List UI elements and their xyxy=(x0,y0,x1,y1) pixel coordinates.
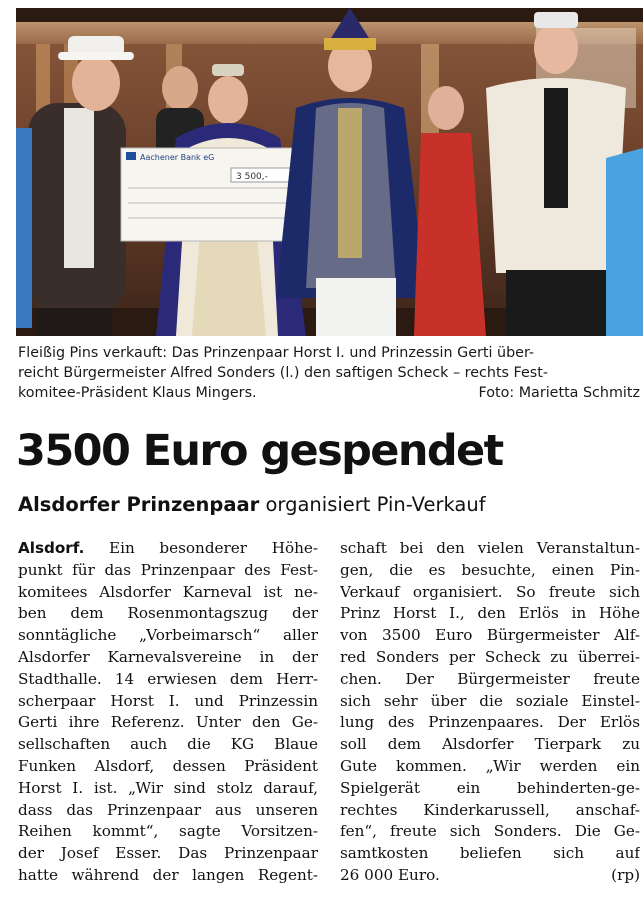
article-line: hatte während der langen Regent- xyxy=(18,865,318,884)
article-last-line xyxy=(340,865,640,887)
article-line: Reihen kommt“, sagte Vorsitzen- xyxy=(18,822,318,841)
headline: 3500 Euro gespendet xyxy=(16,426,503,476)
cheque-amount-text: 3 500,- xyxy=(236,172,268,182)
article-line: 26 000 Euro. xyxy=(340,865,440,884)
article-line: punkt für das Prinzenpaar des Fest- xyxy=(18,560,318,579)
article-column-2 xyxy=(340,538,640,887)
subheadline xyxy=(18,490,642,520)
article-line: von 3500 Euro Bürgermeister Alf- xyxy=(340,626,640,645)
cheque xyxy=(121,148,301,241)
article-line: gen, die es besuchte, einen Pin- xyxy=(340,560,640,579)
caption-line-3: komitee-Präsident Klaus Mingers. xyxy=(18,385,257,401)
article-line: scherpaar Horst I. und Prinzessin xyxy=(18,691,318,710)
article-line: Horst I. ist. „Wir sind stolz darauf, xyxy=(18,778,318,797)
article-line: sellschaften auch die KG Blaue xyxy=(18,735,318,754)
article-line: schaft bei den vielen Veranstaltun- xyxy=(340,539,640,557)
caption-line-3-row xyxy=(18,383,640,403)
article-column-1 xyxy=(18,538,318,887)
article-line: Funken Alsdorf, dessen Präsident xyxy=(18,756,318,775)
article-line: samtkosten beliefen sich auf xyxy=(340,844,640,863)
article-line: der Josef Esser. Das Prinzenpaar xyxy=(18,844,318,863)
article-line: Gerti ihre Referenz. Unter den Ge- xyxy=(18,713,318,732)
article-line: lung des Prinzenpaares. Der Erlös xyxy=(340,713,640,732)
article-line: rechtes Kinderkarussell, anschaf- xyxy=(340,800,640,819)
article-line: Verkauf organisiert. So freute sich xyxy=(340,582,640,601)
article-photo xyxy=(16,8,643,336)
photo-credit: Foto: Marietta Schmitz xyxy=(478,385,640,401)
author-signature: (rp) xyxy=(611,865,640,884)
article-line: sonntägliche „Vorbeimarsch“ aller xyxy=(18,626,318,645)
article-line: dass das Prinzenpaar aus unseren xyxy=(18,800,318,819)
article-line: Gute kommen. „Wir werden ein xyxy=(340,756,640,775)
article-line: soll dem Alsdorfer Tierpark zu xyxy=(340,735,640,754)
article-line: komitees Alsdorfer Karneval ist ne- xyxy=(18,582,318,601)
article-line: Prinz Horst I., den Erlös in Höhe xyxy=(340,604,640,623)
caption-line-1: Fleißig Pins verkauft: Das Prinzenpaar Horst I. und Prinzessin Gerti über- xyxy=(18,345,535,361)
article-line: Spielgerät ein behinderten-ge- xyxy=(340,778,640,797)
article-line: Stadthalle. 14 erwiesen dem Herr- xyxy=(18,669,318,688)
article-line: sich sehr über die soziale Einstel- xyxy=(340,691,640,710)
article-line: chen. Der Bürgermeister freute xyxy=(340,669,640,688)
caption-line-2: reicht Bürgermeister Alfred Sonders (l.) den saftigen Scheck – rechts Fest- xyxy=(18,365,548,381)
article-line-text: Ein besonderer Höhe- xyxy=(84,539,318,557)
subheadline-rest: organisiert Pin-Verkauf xyxy=(265,493,486,516)
photo-caption xyxy=(18,343,640,403)
article-line: Alsdorfer Karnevalsvereine in der xyxy=(18,647,318,666)
dateline: Alsdorf. xyxy=(18,539,85,557)
article-line: fen“, freute sich Sonders. Die Ge- xyxy=(340,822,640,841)
cheque-bank-text: Aachener Bank eG xyxy=(140,153,215,162)
article-line: red Sonders per Scheck zu überrei- xyxy=(340,647,640,666)
article-line: ben dem Rosenmontagszug der xyxy=(18,604,318,623)
subheadline-bold: Alsdorfer Prinzenpaar xyxy=(18,493,260,516)
article-line xyxy=(18,538,318,560)
